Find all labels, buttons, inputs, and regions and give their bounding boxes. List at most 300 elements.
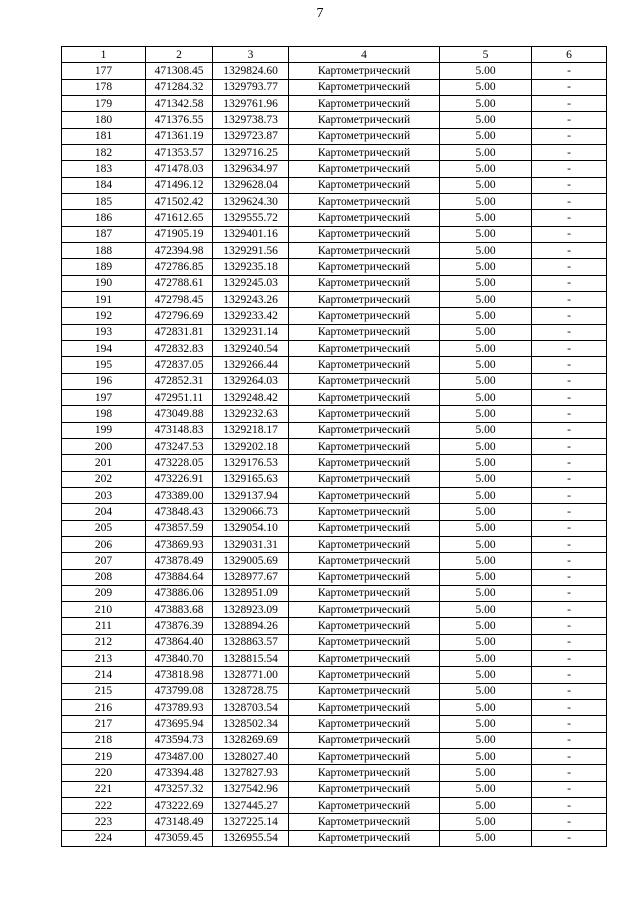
- cell-note: -: [532, 700, 607, 716]
- cell-point-number: 182: [62, 144, 146, 160]
- cell-x-coordinate: 473222.69: [146, 798, 213, 814]
- cell-method: Картометрический: [289, 798, 440, 814]
- cell-method: Картометрический: [289, 749, 440, 765]
- table-row: [62, 618, 607, 634]
- cell-note: -: [532, 732, 607, 748]
- cell-method: Картометрический: [289, 667, 440, 683]
- cell-note: -: [532, 487, 607, 503]
- cell-x-coordinate: 473247.53: [146, 438, 213, 454]
- cell-method: Картометрический: [289, 781, 440, 797]
- cell-x-coordinate: 472796.69: [146, 308, 213, 324]
- cell-point-number: 179: [62, 95, 146, 111]
- cell-accuracy: 5.00: [440, 79, 532, 95]
- cell-y-coordinate: 1329824.60: [213, 63, 289, 79]
- cell-accuracy: 5.00: [440, 471, 532, 487]
- cell-y-coordinate: 1329634.97: [213, 161, 289, 177]
- cell-method: Картометрический: [289, 732, 440, 748]
- table-row: [62, 798, 607, 814]
- cell-method: Картометрический: [289, 814, 440, 830]
- cell-y-coordinate: 1329291.56: [213, 242, 289, 258]
- cell-y-coordinate: 1328977.67: [213, 569, 289, 585]
- cell-accuracy: 5.00: [440, 389, 532, 405]
- cell-accuracy: 5.00: [440, 324, 532, 340]
- cell-point-number: 196: [62, 373, 146, 389]
- cell-note: -: [532, 569, 607, 585]
- cell-method: Картометрический: [289, 536, 440, 552]
- cell-y-coordinate: 1329054.10: [213, 520, 289, 536]
- cell-note: -: [532, 438, 607, 454]
- cell-accuracy: 5.00: [440, 291, 532, 307]
- cell-point-number: 212: [62, 634, 146, 650]
- cell-accuracy: 5.00: [440, 585, 532, 601]
- table-row: [62, 569, 607, 585]
- cell-note: -: [532, 618, 607, 634]
- table-row: [62, 781, 607, 797]
- cell-accuracy: 5.00: [440, 63, 532, 79]
- cell-y-coordinate: 1328815.54: [213, 651, 289, 667]
- cell-note: -: [532, 651, 607, 667]
- cell-accuracy: 5.00: [440, 161, 532, 177]
- cell-note: -: [532, 210, 607, 226]
- cell-point-number: 187: [62, 226, 146, 242]
- table-row: [62, 830, 607, 846]
- cell-y-coordinate: 1328269.69: [213, 732, 289, 748]
- table-row: [62, 340, 607, 356]
- cell-method: Картометрический: [289, 63, 440, 79]
- cell-accuracy: 5.00: [440, 275, 532, 291]
- cell-y-coordinate: 1329716.25: [213, 144, 289, 160]
- cell-x-coordinate: 473878.49: [146, 553, 213, 569]
- cell-accuracy: 5.00: [440, 553, 532, 569]
- cell-method: Картометрический: [289, 193, 440, 209]
- cell-note: -: [532, 226, 607, 242]
- cell-method: Картометрический: [289, 210, 440, 226]
- cell-method: Картометрический: [289, 438, 440, 454]
- cell-note: -: [532, 112, 607, 128]
- cell-point-number: 199: [62, 422, 146, 438]
- cell-x-coordinate: 473257.32: [146, 781, 213, 797]
- table-row: [62, 389, 607, 405]
- cell-x-coordinate: 472951.11: [146, 389, 213, 405]
- cell-method: Картометрический: [289, 324, 440, 340]
- cell-y-coordinate: 1329793.77: [213, 79, 289, 95]
- table-row: [62, 585, 607, 601]
- table-row: [62, 814, 607, 830]
- cell-method: Картометрический: [289, 128, 440, 144]
- page-number: 7: [316, 6, 324, 21]
- cell-point-number: 208: [62, 569, 146, 585]
- table-row: [62, 308, 607, 324]
- cell-y-coordinate: 1329235.18: [213, 259, 289, 275]
- cell-x-coordinate: 471308.45: [146, 63, 213, 79]
- cell-accuracy: 5.00: [440, 210, 532, 226]
- cell-x-coordinate: 473389.00: [146, 487, 213, 503]
- cell-note: -: [532, 324, 607, 340]
- table-row: [62, 455, 607, 471]
- cell-method: Картометрический: [289, 242, 440, 258]
- cell-y-coordinate: 1328771.00: [213, 667, 289, 683]
- cell-accuracy: 5.00: [440, 487, 532, 503]
- cell-point-number: 214: [62, 667, 146, 683]
- cell-method: Картометрический: [289, 651, 440, 667]
- cell-x-coordinate: 473876.39: [146, 618, 213, 634]
- cell-note: -: [532, 340, 607, 356]
- cell-point-number: 222: [62, 798, 146, 814]
- column-header: 5: [440, 47, 532, 63]
- cell-accuracy: 5.00: [440, 373, 532, 389]
- table-row: [62, 487, 607, 503]
- cell-accuracy: 5.00: [440, 308, 532, 324]
- cell-accuracy: 5.00: [440, 144, 532, 160]
- cell-note: -: [532, 406, 607, 422]
- cell-note: -: [532, 749, 607, 765]
- cell-x-coordinate: 472786.85: [146, 259, 213, 275]
- cell-y-coordinate: 1327827.93: [213, 765, 289, 781]
- cell-point-number: 180: [62, 112, 146, 128]
- cell-y-coordinate: 1328502.34: [213, 716, 289, 732]
- table-row: [62, 242, 607, 258]
- cell-note: -: [532, 308, 607, 324]
- table-row: [62, 128, 607, 144]
- cell-method: Картометрический: [289, 308, 440, 324]
- cell-x-coordinate: 473869.93: [146, 536, 213, 552]
- cell-method: Картометрический: [289, 830, 440, 846]
- cell-point-number: 210: [62, 602, 146, 618]
- cell-note: -: [532, 798, 607, 814]
- cell-method: Картометрический: [289, 618, 440, 634]
- cell-point-number: 211: [62, 618, 146, 634]
- cell-point-number: 221: [62, 781, 146, 797]
- cell-y-coordinate: 1329628.04: [213, 177, 289, 193]
- cell-x-coordinate: 473394.48: [146, 765, 213, 781]
- cell-note: -: [532, 683, 607, 699]
- cell-y-coordinate: 1329401.16: [213, 226, 289, 242]
- cell-accuracy: 5.00: [440, 602, 532, 618]
- cell-method: Картометрический: [289, 406, 440, 422]
- table-row: [62, 667, 607, 683]
- table-row: [62, 602, 607, 618]
- cell-note: -: [532, 830, 607, 846]
- cell-accuracy: 5.00: [440, 112, 532, 128]
- cell-accuracy: 5.00: [440, 781, 532, 797]
- cell-point-number: 197: [62, 389, 146, 405]
- table-row: [62, 193, 607, 209]
- cell-x-coordinate: 473864.40: [146, 634, 213, 650]
- cell-y-coordinate: 1327445.27: [213, 798, 289, 814]
- cell-method: Картометрический: [289, 95, 440, 111]
- table-row: [62, 95, 607, 111]
- cell-method: Картометрический: [289, 357, 440, 373]
- cell-y-coordinate: 1329723.87: [213, 128, 289, 144]
- table-row: [62, 259, 607, 275]
- cell-x-coordinate: 473226.91: [146, 471, 213, 487]
- cell-method: Картометрический: [289, 504, 440, 520]
- cell-accuracy: 5.00: [440, 667, 532, 683]
- cell-method: Картометрический: [289, 700, 440, 716]
- cell-note: -: [532, 667, 607, 683]
- cell-x-coordinate: 471361.19: [146, 128, 213, 144]
- cell-method: Картометрический: [289, 487, 440, 503]
- cell-note: -: [532, 504, 607, 520]
- cell-x-coordinate: 473228.05: [146, 455, 213, 471]
- column-header: 6: [532, 47, 607, 63]
- table-row: [62, 536, 607, 552]
- cell-accuracy: 5.00: [440, 455, 532, 471]
- cell-point-number: 213: [62, 651, 146, 667]
- cell-x-coordinate: 472394.98: [146, 242, 213, 258]
- cell-accuracy: 5.00: [440, 814, 532, 830]
- table-row: [62, 471, 607, 487]
- cell-accuracy: 5.00: [440, 504, 532, 520]
- cell-x-coordinate: 473059.45: [146, 830, 213, 846]
- cell-note: -: [532, 177, 607, 193]
- cell-method: Картометрический: [289, 144, 440, 160]
- cell-accuracy: 5.00: [440, 716, 532, 732]
- cell-accuracy: 5.00: [440, 520, 532, 536]
- cell-method: Картометрический: [289, 79, 440, 95]
- cell-x-coordinate: 473148.83: [146, 422, 213, 438]
- cell-accuracy: 5.00: [440, 193, 532, 209]
- cell-note: -: [532, 422, 607, 438]
- cell-y-coordinate: 1329232.63: [213, 406, 289, 422]
- cell-note: -: [532, 259, 607, 275]
- cell-point-number: 202: [62, 471, 146, 487]
- cell-y-coordinate: 1329243.26: [213, 291, 289, 307]
- cell-y-coordinate: 1329176.53: [213, 455, 289, 471]
- cell-accuracy: 5.00: [440, 798, 532, 814]
- table-row: [62, 357, 607, 373]
- cell-y-coordinate: 1329761.96: [213, 95, 289, 111]
- table-row: [62, 700, 607, 716]
- cell-accuracy: 5.00: [440, 226, 532, 242]
- cell-method: Картометрический: [289, 373, 440, 389]
- cell-note: -: [532, 242, 607, 258]
- cell-y-coordinate: 1329240.54: [213, 340, 289, 356]
- cell-accuracy: 5.00: [440, 683, 532, 699]
- cell-point-number: 192: [62, 308, 146, 324]
- cell-method: Картометрический: [289, 602, 440, 618]
- cell-note: -: [532, 161, 607, 177]
- cell-note: -: [532, 275, 607, 291]
- table-row: [62, 112, 607, 128]
- cell-y-coordinate: 1329031.31: [213, 536, 289, 552]
- table-row: [62, 406, 607, 422]
- cell-method: Картометрический: [289, 422, 440, 438]
- table-row: [62, 226, 607, 242]
- cell-note: -: [532, 716, 607, 732]
- cell-y-coordinate: 1328703.54: [213, 700, 289, 716]
- cell-method: Картометрический: [289, 161, 440, 177]
- column-header: 1: [62, 47, 146, 63]
- cell-y-coordinate: 1329218.17: [213, 422, 289, 438]
- cell-y-coordinate: 1329624.30: [213, 193, 289, 209]
- cell-y-coordinate: 1329066.73: [213, 504, 289, 520]
- cell-point-number: 185: [62, 193, 146, 209]
- table-row: [62, 553, 607, 569]
- cell-y-coordinate: 1329233.42: [213, 308, 289, 324]
- cell-accuracy: 5.00: [440, 128, 532, 144]
- cell-method: Картометрический: [289, 471, 440, 487]
- cell-x-coordinate: 473886.06: [146, 585, 213, 601]
- cell-accuracy: 5.00: [440, 830, 532, 846]
- cell-y-coordinate: 1327542.96: [213, 781, 289, 797]
- cell-note: -: [532, 389, 607, 405]
- table-row: [62, 422, 607, 438]
- table-row: [62, 324, 607, 340]
- cell-y-coordinate: 1329005.69: [213, 553, 289, 569]
- cell-point-number: 189: [62, 259, 146, 275]
- cell-point-number: 203: [62, 487, 146, 503]
- cell-accuracy: 5.00: [440, 569, 532, 585]
- cell-note: -: [532, 765, 607, 781]
- cell-note: -: [532, 128, 607, 144]
- cell-method: Картометрический: [289, 765, 440, 781]
- cell-point-number: 220: [62, 765, 146, 781]
- cell-accuracy: 5.00: [440, 242, 532, 258]
- cell-method: Картометрический: [289, 177, 440, 193]
- table-row: [62, 634, 607, 650]
- cell-point-number: 219: [62, 749, 146, 765]
- cell-point-number: 200: [62, 438, 146, 454]
- cell-point-number: 186: [62, 210, 146, 226]
- cell-point-number: 188: [62, 242, 146, 258]
- cell-note: -: [532, 291, 607, 307]
- cell-x-coordinate: 473789.93: [146, 700, 213, 716]
- cell-method: Картометрический: [289, 259, 440, 275]
- cell-method: Картометрический: [289, 389, 440, 405]
- cell-accuracy: 5.00: [440, 618, 532, 634]
- cell-point-number: 205: [62, 520, 146, 536]
- cell-method: Картометрический: [289, 553, 440, 569]
- cell-method: Картометрический: [289, 683, 440, 699]
- cell-note: -: [532, 79, 607, 95]
- cell-y-coordinate: 1328863.57: [213, 634, 289, 650]
- cell-note: -: [532, 193, 607, 209]
- cell-x-coordinate: 472831.81: [146, 324, 213, 340]
- table-body: [62, 63, 607, 847]
- cell-point-number: 198: [62, 406, 146, 422]
- cell-x-coordinate: 471502.42: [146, 193, 213, 209]
- cell-point-number: 190: [62, 275, 146, 291]
- cell-point-number: 177: [62, 63, 146, 79]
- cell-method: Картометрический: [289, 585, 440, 601]
- cell-x-coordinate: 472852.31: [146, 373, 213, 389]
- cell-x-coordinate: 473857.59: [146, 520, 213, 536]
- table-row: [62, 520, 607, 536]
- cell-point-number: 178: [62, 79, 146, 95]
- cell-note: -: [532, 814, 607, 830]
- cell-y-coordinate: 1326955.54: [213, 830, 289, 846]
- cell-point-number: 218: [62, 732, 146, 748]
- cell-point-number: 209: [62, 585, 146, 601]
- cell-note: -: [532, 373, 607, 389]
- table-row: [62, 716, 607, 732]
- column-header: 3: [213, 47, 289, 63]
- cell-x-coordinate: 471478.03: [146, 161, 213, 177]
- coordinates-table: [61, 46, 607, 847]
- cell-x-coordinate: 472788.61: [146, 275, 213, 291]
- cell-note: -: [532, 471, 607, 487]
- cell-x-coordinate: 473049.88: [146, 406, 213, 422]
- table-row: [62, 504, 607, 520]
- cell-point-number: 183: [62, 161, 146, 177]
- cell-accuracy: 5.00: [440, 177, 532, 193]
- cell-y-coordinate: 1329266.44: [213, 357, 289, 373]
- cell-accuracy: 5.00: [440, 700, 532, 716]
- cell-note: -: [532, 634, 607, 650]
- cell-point-number: 181: [62, 128, 146, 144]
- table-row: [62, 683, 607, 699]
- cell-point-number: 217: [62, 716, 146, 732]
- cell-x-coordinate: 472837.05: [146, 357, 213, 373]
- cell-y-coordinate: 1328728.75: [213, 683, 289, 699]
- cell-method: Картометрический: [289, 275, 440, 291]
- cell-x-coordinate: 473148.49: [146, 814, 213, 830]
- cell-accuracy: 5.00: [440, 732, 532, 748]
- cell-method: Картометрический: [289, 226, 440, 242]
- cell-x-coordinate: 473594.73: [146, 732, 213, 748]
- cell-note: -: [532, 602, 607, 618]
- cell-x-coordinate: 471284.32: [146, 79, 213, 95]
- cell-method: Картометрический: [289, 569, 440, 585]
- cell-y-coordinate: 1328027.40: [213, 749, 289, 765]
- cell-point-number: 201: [62, 455, 146, 471]
- cell-y-coordinate: 1329248.42: [213, 389, 289, 405]
- cell-point-number: 216: [62, 700, 146, 716]
- cell-y-coordinate: 1329202.18: [213, 438, 289, 454]
- cell-x-coordinate: 471905.19: [146, 226, 213, 242]
- cell-accuracy: 5.00: [440, 422, 532, 438]
- cell-accuracy: 5.00: [440, 536, 532, 552]
- cell-note: -: [532, 520, 607, 536]
- column-header: 2: [146, 47, 213, 63]
- cell-method: Картометрический: [289, 112, 440, 128]
- cell-note: -: [532, 144, 607, 160]
- cell-note: -: [532, 357, 607, 373]
- cell-y-coordinate: 1328923.09: [213, 602, 289, 618]
- cell-point-number: 223: [62, 814, 146, 830]
- table-row: [62, 275, 607, 291]
- cell-note: -: [532, 781, 607, 797]
- cell-y-coordinate: 1329245.03: [213, 275, 289, 291]
- cell-x-coordinate: 473884.64: [146, 569, 213, 585]
- table-row: [62, 63, 607, 79]
- cell-x-coordinate: 473883.68: [146, 602, 213, 618]
- table-row: [62, 651, 607, 667]
- cell-accuracy: 5.00: [440, 357, 532, 373]
- table-row: [62, 291, 607, 307]
- cell-accuracy: 5.00: [440, 749, 532, 765]
- cell-x-coordinate: 471353.57: [146, 144, 213, 160]
- cell-point-number: 184: [62, 177, 146, 193]
- column-header: 4: [289, 47, 440, 63]
- cell-method: Картометрический: [289, 634, 440, 650]
- cell-x-coordinate: 473818.98: [146, 667, 213, 683]
- cell-accuracy: 5.00: [440, 765, 532, 781]
- cell-point-number: 207: [62, 553, 146, 569]
- cell-note: -: [532, 585, 607, 601]
- cell-method: Картометрический: [289, 520, 440, 536]
- cell-y-coordinate: 1329555.72: [213, 210, 289, 226]
- cell-accuracy: 5.00: [440, 340, 532, 356]
- cell-y-coordinate: 1329264.03: [213, 373, 289, 389]
- cell-x-coordinate: 473848.43: [146, 504, 213, 520]
- cell-x-coordinate: 472798.45: [146, 291, 213, 307]
- cell-x-coordinate: 471612.65: [146, 210, 213, 226]
- cell-x-coordinate: 473840.70: [146, 651, 213, 667]
- table-row: [62, 732, 607, 748]
- table-row: [62, 177, 607, 193]
